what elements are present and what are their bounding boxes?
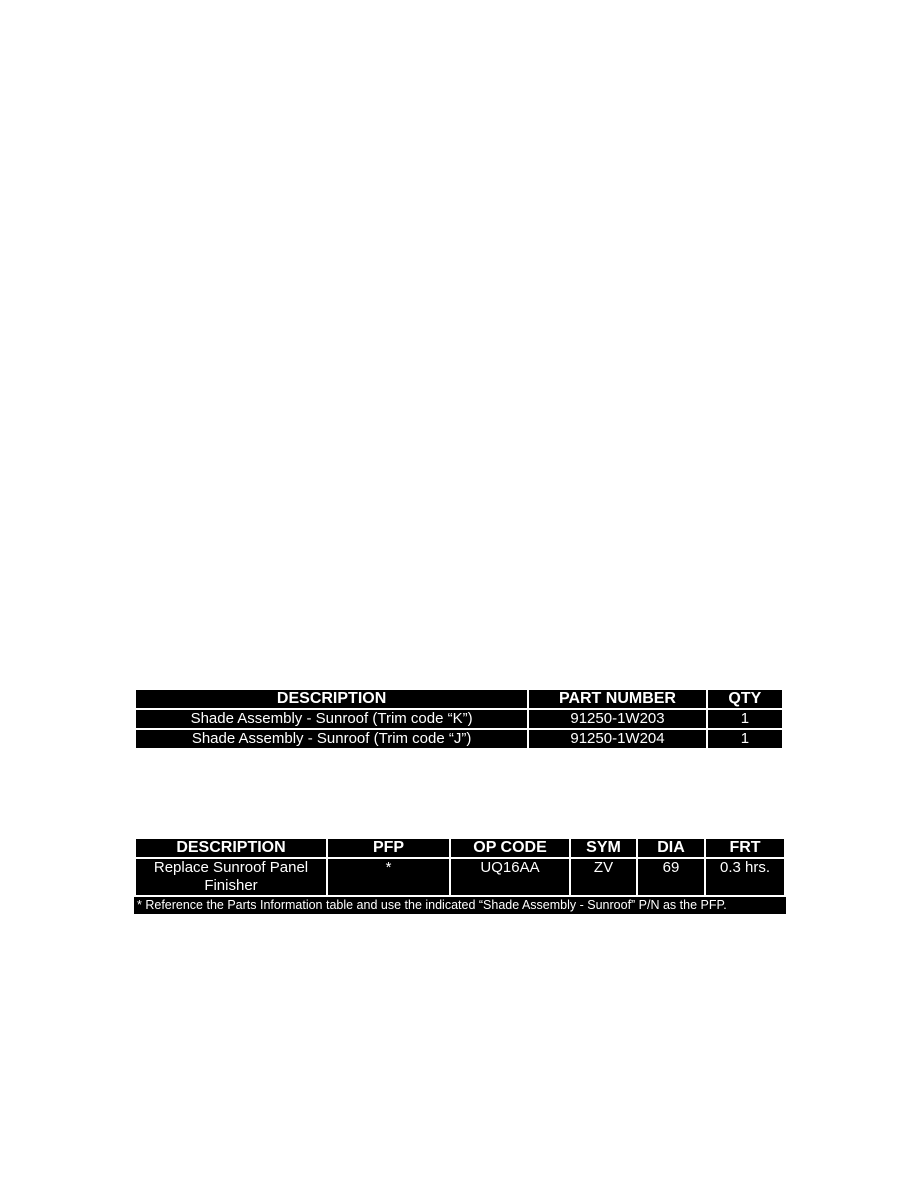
cell-part-number: 91250-1W203 (528, 709, 707, 729)
claims-information-table (134, 837, 786, 914)
cell-qty: 1 (707, 709, 783, 729)
cell-op-code: UQ16AA (450, 858, 570, 896)
table-row (135, 709, 783, 729)
column-header-dia: DIA (637, 838, 705, 858)
table-row (135, 858, 785, 896)
cell-description: Shade Assembly - Sunroof (Trim code “K”) (135, 709, 528, 729)
column-header-sym: SYM (570, 838, 637, 858)
cell-description: Replace Sunroof Panel Finisher (135, 858, 327, 896)
cell-part-number: 91250-1W204 (528, 729, 707, 749)
column-header-op-code: OP CODE (450, 838, 570, 858)
table-header-row (135, 689, 783, 709)
table-row (135, 729, 783, 749)
table-header-row (135, 838, 785, 858)
parts-information-table (134, 688, 784, 750)
footnote-text: * Reference the Parts Information table and use the indicated “Shade Assembly - Sunroof” P/N as the PFP. (137, 897, 727, 912)
cell-description: Shade Assembly - Sunroof (Trim code “J”) (135, 729, 528, 749)
cell-dia: 69 (637, 858, 705, 896)
cell-pfp: * (327, 858, 450, 896)
footnote-row (135, 896, 785, 913)
column-header-description: DESCRIPTION (135, 838, 327, 858)
column-header-frt: FRT (705, 838, 785, 858)
column-header-description: DESCRIPTION (135, 689, 528, 709)
cell-qty: 1 (707, 729, 783, 749)
column-header-part-number: PART NUMBER (528, 689, 707, 709)
cell-frt: 0.3 hrs. (705, 858, 785, 896)
cell-sym: ZV (570, 858, 637, 896)
column-header-qty: QTY (707, 689, 783, 709)
column-header-pfp: PFP (327, 838, 450, 858)
